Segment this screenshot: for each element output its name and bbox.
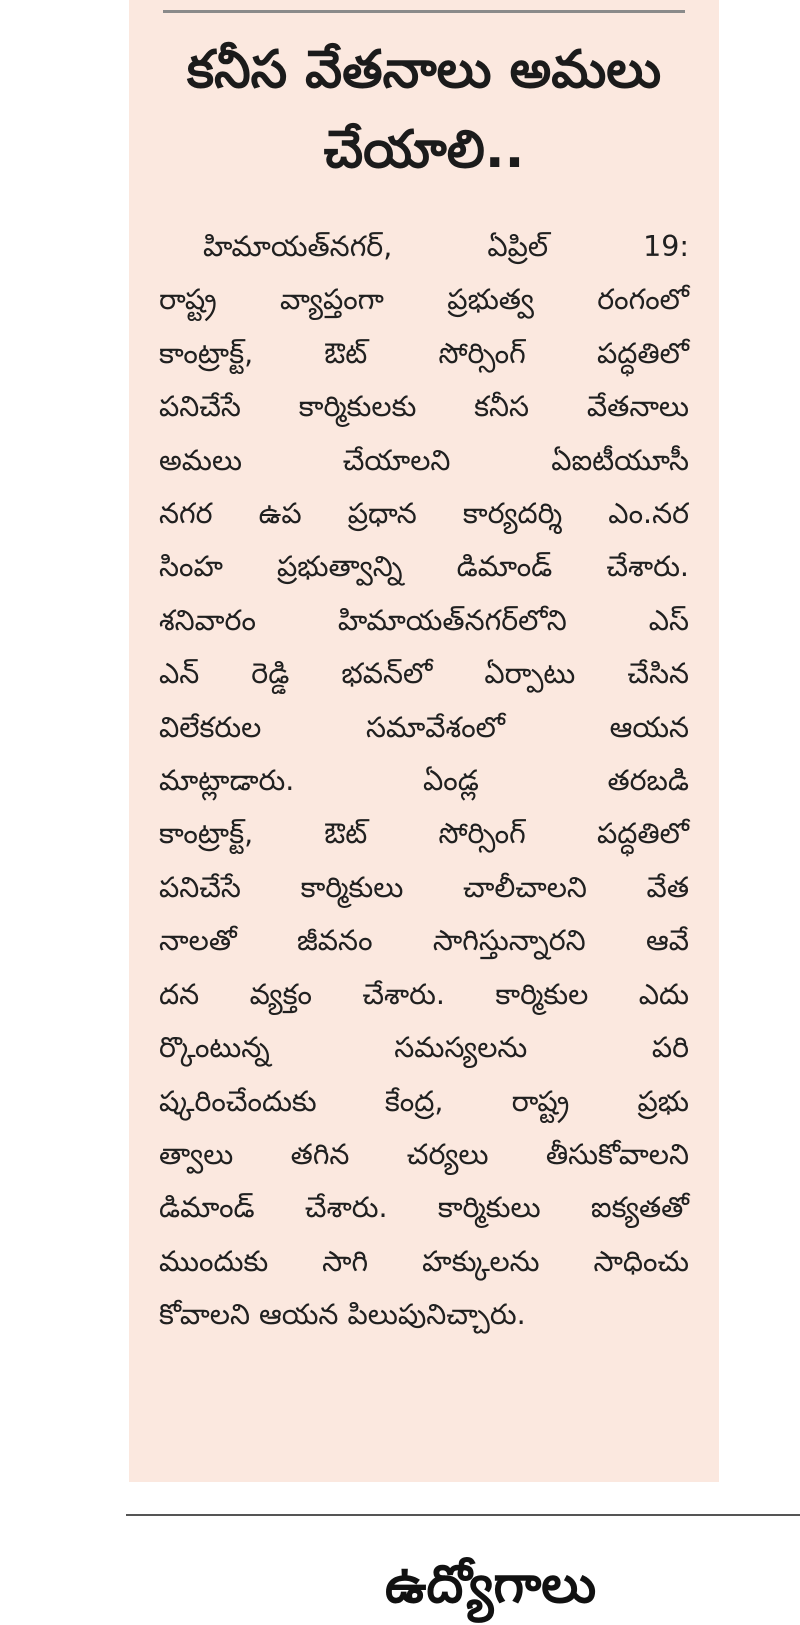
headline-line-2: చేయాలి..	[323, 120, 525, 180]
bottom-divider	[126, 1514, 800, 1516]
article-body-line: పనిచేసే కార్మికులకు కనీస వేతనాలు	[159, 390, 689, 424]
article-body-line: నగర ఉప ప్రధాన కార్యదర్శి ఎం.నర	[159, 497, 689, 531]
article-body-line: ముందుకు సాగి హక్కులను సాధించు	[159, 1244, 689, 1278]
article-body-line: విలేకరుల సమావేశంలో ఆయన	[159, 710, 689, 744]
article-body-line: డిమాండ్ చేశారు. కార్మికులు ఐక్యతతో	[159, 1191, 689, 1225]
article-body	[159, 220, 689, 1342]
article-body-line: నాలతో జీవనం సాగిస్తున్నారని ఆవే	[159, 924, 689, 958]
article-body-line: పనిచేసే కార్మికులు చాలీచాలని వేత	[159, 870, 689, 904]
article-headline	[139, 30, 709, 190]
article-body-line: రాష్ట్ర వ్యాప్తంగా ప్రభుత్వ రంగంలో	[159, 283, 689, 317]
article-body-line: కోవాలని ఆయన పిలుపునిచ్చారు.	[159, 1298, 526, 1332]
article-body-line: ర్కొంటున్న సమస్యలను పరి	[159, 1031, 689, 1065]
top-divider	[163, 10, 685, 13]
article-body-line: దన వ్యక్తం చేశారు. కార్మికుల ఎదు	[159, 977, 689, 1011]
article-body-line: కాంట్రాక్ట్, ఔట్ సోర్సింగ్ పద్ధతిలో	[159, 817, 689, 851]
article-body-line: అమలు చేయాలని ఏఐటీయూసీ	[159, 443, 689, 477]
headline-line-1: కనీస వేతనాలు అమలు	[186, 40, 662, 100]
article-body-line: హిమాయత్‌నగర్, ఏప్రిల్ 19:	[203, 230, 689, 263]
article-body-line: ష్కరించేందుకు కేంద్ర, రాష్ట్ర ప్రభు	[159, 1084, 689, 1118]
article-body-line: శనివారం హిమాయత్‌నగర్‌లోని ఎస్	[159, 603, 689, 637]
news-article	[129, 0, 719, 1482]
article-body-line: ఎన్ రెడ్డి భవన్‌లో ఏర్పాటు చేసిన	[159, 657, 689, 691]
article-body-line: సింహ ప్రభుత్వాన్ని డిమాండ్ చేశారు.	[159, 550, 689, 584]
article-body-line: మాట్లాడారు. ఏండ్ల తరబడి	[159, 764, 689, 798]
article-body-line: కాంట్రాక్ట్, ఔట్ సోర్సింగ్ పద్ధతిలో	[159, 336, 689, 370]
next-article-headline	[385, 1545, 800, 1615]
article-body-line: త్వాలు తగిన చర్యలు తీసుకోవాలని	[159, 1137, 689, 1171]
next-article-headline-text: ఉద్యోగాలు	[385, 1555, 597, 1615]
